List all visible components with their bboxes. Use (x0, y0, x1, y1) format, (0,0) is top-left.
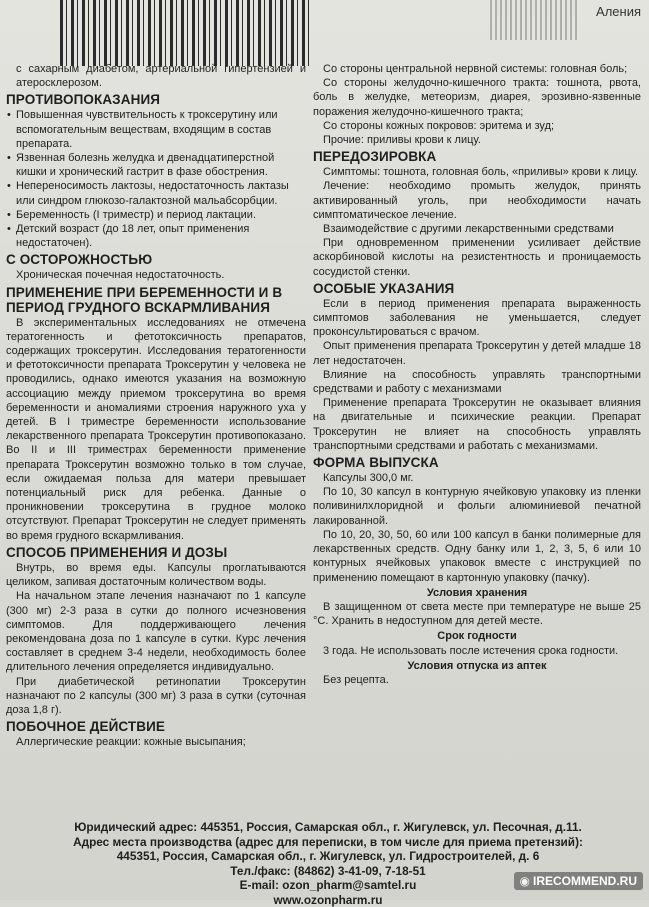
watermark-icon: ◉ (520, 874, 530, 888)
list-item: • Повышенная чувствительность к троксерутину или вспомогательным веществам, входящим в состав препарата. (16, 108, 306, 151)
pregnancy-heading: ПРИМЕНЕНИЕ ПРИ БЕРЕМЕННОСТИ И В ПЕРИОД ГРУДНОГО ВСКАРМЛИВАНИЯ (6, 285, 306, 315)
special-text-4: Применение препарата Троксерутин не оказывает влияния на двигательные и психические реакции. Препарат Троксерутин не влияет на способность управлять транспортными средствами и работать с механизмами. (313, 396, 641, 453)
side-effects-heading: ПОБОЧНОЕ ДЕЙСТВИЕ (6, 719, 306, 734)
dispense-text: Без рецепта. (313, 673, 641, 687)
shelf-life-text: 3 года. Не использовать после истечения срока годности. (313, 644, 641, 658)
dosage-heading: СПОСОБ ПРИМЕНЕНИЯ И ДОЗЫ (6, 545, 306, 560)
dosage-text-2: На начальном этапе лечения назначают по 1 капсуле (300 мг) 2-3 раза в сутки до полного исчезновения симптомов. Для поддерживающего лечения рекомендована доза по 1 капсуле в сутки. Курс лечения составляет в среднем 3-4 недели, необходимость более длительного лечения определяется индивидуально. (6, 589, 306, 674)
special-text-2: Опыт применения препарата Троксерутин у детей младше 18 лет недостаточен. (313, 339, 641, 367)
dispense-heading: Условия отпуска из аптек (313, 659, 641, 673)
legal-address: Юридический адрес: 445351, Россия, Самарская обл., г. Жигулевск, ул. Песочная, д.11. (28, 820, 628, 835)
dosage-text-1: Внутрь, во время еды. Капсулы проглатываются целиком, запивая достаточным количеством воды. (6, 561, 306, 589)
watermark-text: IRECOMMEND.RU (533, 874, 637, 888)
website: www.ozonpharm.ru (28, 893, 628, 907)
dosage-text-3: При диабетической ретинопатии Троксерутин назначают по 2 капсулы (300 мг) 3 раза в сутки (суточная доза 1,8 г). (6, 675, 306, 718)
overdose-treatment: Лечение: необходимо промыть желудок, принять активированный уголь, при необходимости начать симптоматическое лечение. (313, 179, 641, 222)
author-name: Алeния (596, 4, 641, 19)
manufacturer-footer (28, 820, 628, 907)
contraindications-list (6, 108, 306, 250)
production-address-title: Адрес места производства (адрес для переписки, в том числе для приема претензий): (28, 835, 628, 850)
special-text-3: Влияние на способность управлять транспортными средствами и работу с механизмами (313, 368, 641, 396)
watermark-badge (514, 872, 643, 890)
release-form-text-2: По 10, 30 капсул в контурную ячейковую упаковку из пленки поливинилхлоридной и фольги алюминиевой печатной лакированной. (313, 485, 641, 528)
storage-heading: Условия хранения (313, 586, 641, 600)
email: E-mail: ozon_pharm@samtel.ru (28, 878, 628, 893)
shelf-life-heading: Срок годности (313, 629, 641, 643)
side-effects-gi: Со стороны желудочно-кишечного тракта: тошнота, рвота, боль в желудке, метеоризм, диарея, эрозивно-язвенные поражения желудочно-кишечного тракта; (313, 76, 641, 119)
release-form-heading: ФОРМА ВЫПУСКА (313, 455, 641, 470)
interactions-title: Взаимодействие с другими лекарственными средствами (313, 222, 641, 236)
right-column (313, 62, 641, 687)
caution-heading: С ОСТОРОЖНОСТЬЮ (6, 252, 306, 267)
list-item: • Непереносимость лактозы, недостаточность лактазы или синдром глюкозо-галактозной мальабсорбции. (16, 179, 306, 207)
print-marks (490, 0, 580, 40)
storage-text: В защищенном от света месте при температуре не выше 25 °С. Хранить в недоступном для детей месте. (313, 600, 641, 628)
overdose-heading: ПЕРЕДОЗИРОВКА (313, 149, 641, 164)
left-column (6, 62, 306, 749)
special-text-1: Если в период применения препарата выраженность симптомов заболевания не уменьшается, следует проконсультироваться с врачом. (313, 297, 641, 340)
overdose-symptoms: Симптомы: тошнота, головная боль, «приливы» крови к лицу. (313, 165, 641, 179)
production-address: 445351, Россия, Самарская обл., г. Жигулевск, ул. Гидростроителей, д. 6 (28, 849, 628, 864)
contraindications-heading: ПРОТИВОПОКАЗАНИЯ (6, 92, 306, 107)
release-form-text-3: По 10, 20, 30, 50, 60 или 100 капсул в банки полимерные для лекарственных средств. Одну банку или 1, 2, 3, 5, 6 или 10 контурных ячейковых упаковок вместе с инструкцией по применению помещают в картонную упаковку (пачку). (313, 528, 641, 585)
list-item: • Язвенная болезнь желудка и двенадцатиперстной кишки и хронический гастрит в фазе обострения. (16, 151, 306, 179)
pregnancy-text: В экспериментальных исследованиях не отмечена тератогенность и фетотоксичность препаратов, содержащих троксерутин. Исследования тератогенности и фетотоксичности препарата Троксерутин у человека не проводились, однако имеются указания на возможную ассоциацию между приемом троксерутина во время беременности и аномалиями строения наружного уха у детей. В I триместре беременности использование лекарственного препарата Троксерутин противопоказано. Во II и III триместрах беременности применение препарата Троксерутин возможно только в том случае, если ожидаемая польза для матери превышает потенциальный риск для ребенка. Данные о проникновении троксерутина в грудное молоко отсутствуют. Препарат Троксерутин не следует применять во время грудного вскармливания. (6, 316, 306, 543)
list-item: • Детский возраст (до 18 лет, опыт применения недостаточен). (16, 222, 306, 250)
phone-fax: Тел./факс: (84862) 3-41-09, 7-18-51 (28, 864, 628, 879)
barcode-graphic (60, 0, 310, 66)
special-instructions-heading: ОСОБЫЕ УКАЗАНИЯ (313, 281, 641, 296)
side-effects-text: Аллергические реакции: кожные высыпания; (6, 735, 306, 749)
side-effects-skin: Со стороны кожных покровов: эритема и зуд; (313, 119, 641, 133)
side-effects-cns: Со стороны центральной нервной системы: головная боль; (313, 62, 641, 76)
intro-text: с сахарным диабетом, артериальной гипертензией и атеросклерозом. (6, 62, 306, 90)
side-effects-other: Прочие: приливы крови к лицу. (313, 133, 641, 147)
interactions-text: При одновременном применении усиливает действие аскорбиновой кислоты на резистентность и проницаемость сосудистой стенки. (313, 236, 641, 279)
caution-text: Хроническая почечная недостаточность. (6, 268, 306, 282)
list-item: • Беременность (I триместр) и период лактации. (16, 208, 306, 222)
release-form-text-1: Капсулы 300,0 мг. (313, 471, 641, 485)
